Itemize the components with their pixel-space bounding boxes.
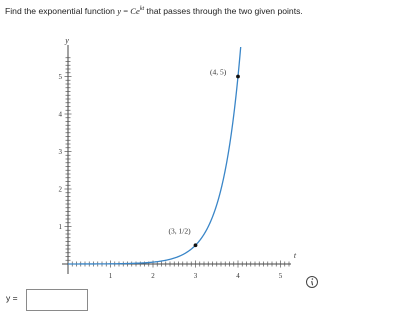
y-tick-label: 4 bbox=[58, 110, 62, 119]
question-exponent: kt bbox=[139, 6, 145, 12]
x-tick-label: 4 bbox=[236, 272, 240, 280]
y-axis-letter: y bbox=[65, 36, 69, 45]
y-tick-label: 2 bbox=[58, 185, 62, 194]
info-circle-icon[interactable] bbox=[307, 277, 318, 288]
question-suffix: that passes through the two given points. bbox=[144, 6, 303, 16]
data-points bbox=[169, 68, 240, 248]
data-point bbox=[236, 75, 240, 79]
y-tick-label: 5 bbox=[58, 73, 62, 81]
point-label: (4, 5) bbox=[210, 67, 227, 77]
x-tick-label: 1 bbox=[108, 272, 113, 280]
tick-marks bbox=[59, 58, 290, 280]
question-y-var: y bbox=[117, 6, 122, 16]
x-tick-label: 3 bbox=[193, 272, 198, 280]
answer-input[interactable] bbox=[26, 289, 88, 311]
question-e-base: e bbox=[136, 6, 140, 16]
x-tick-label: 5 bbox=[278, 272, 283, 280]
y-tick-label: 1 bbox=[58, 223, 62, 231]
y-tick-label: 3 bbox=[58, 148, 62, 156]
x-tick-label: 2 bbox=[151, 272, 155, 280]
exponential-curve bbox=[68, 47, 241, 264]
question-equals: = bbox=[121, 6, 131, 16]
question-c-var: C bbox=[130, 6, 136, 16]
point-label: (3, 1/2) bbox=[168, 226, 191, 236]
answer-label: y = bbox=[6, 293, 18, 303]
question-prefix: Find the exponential function bbox=[5, 6, 118, 16]
t-axis-letter: t bbox=[293, 251, 297, 260]
data-point bbox=[194, 243, 198, 247]
axes bbox=[62, 36, 297, 274]
